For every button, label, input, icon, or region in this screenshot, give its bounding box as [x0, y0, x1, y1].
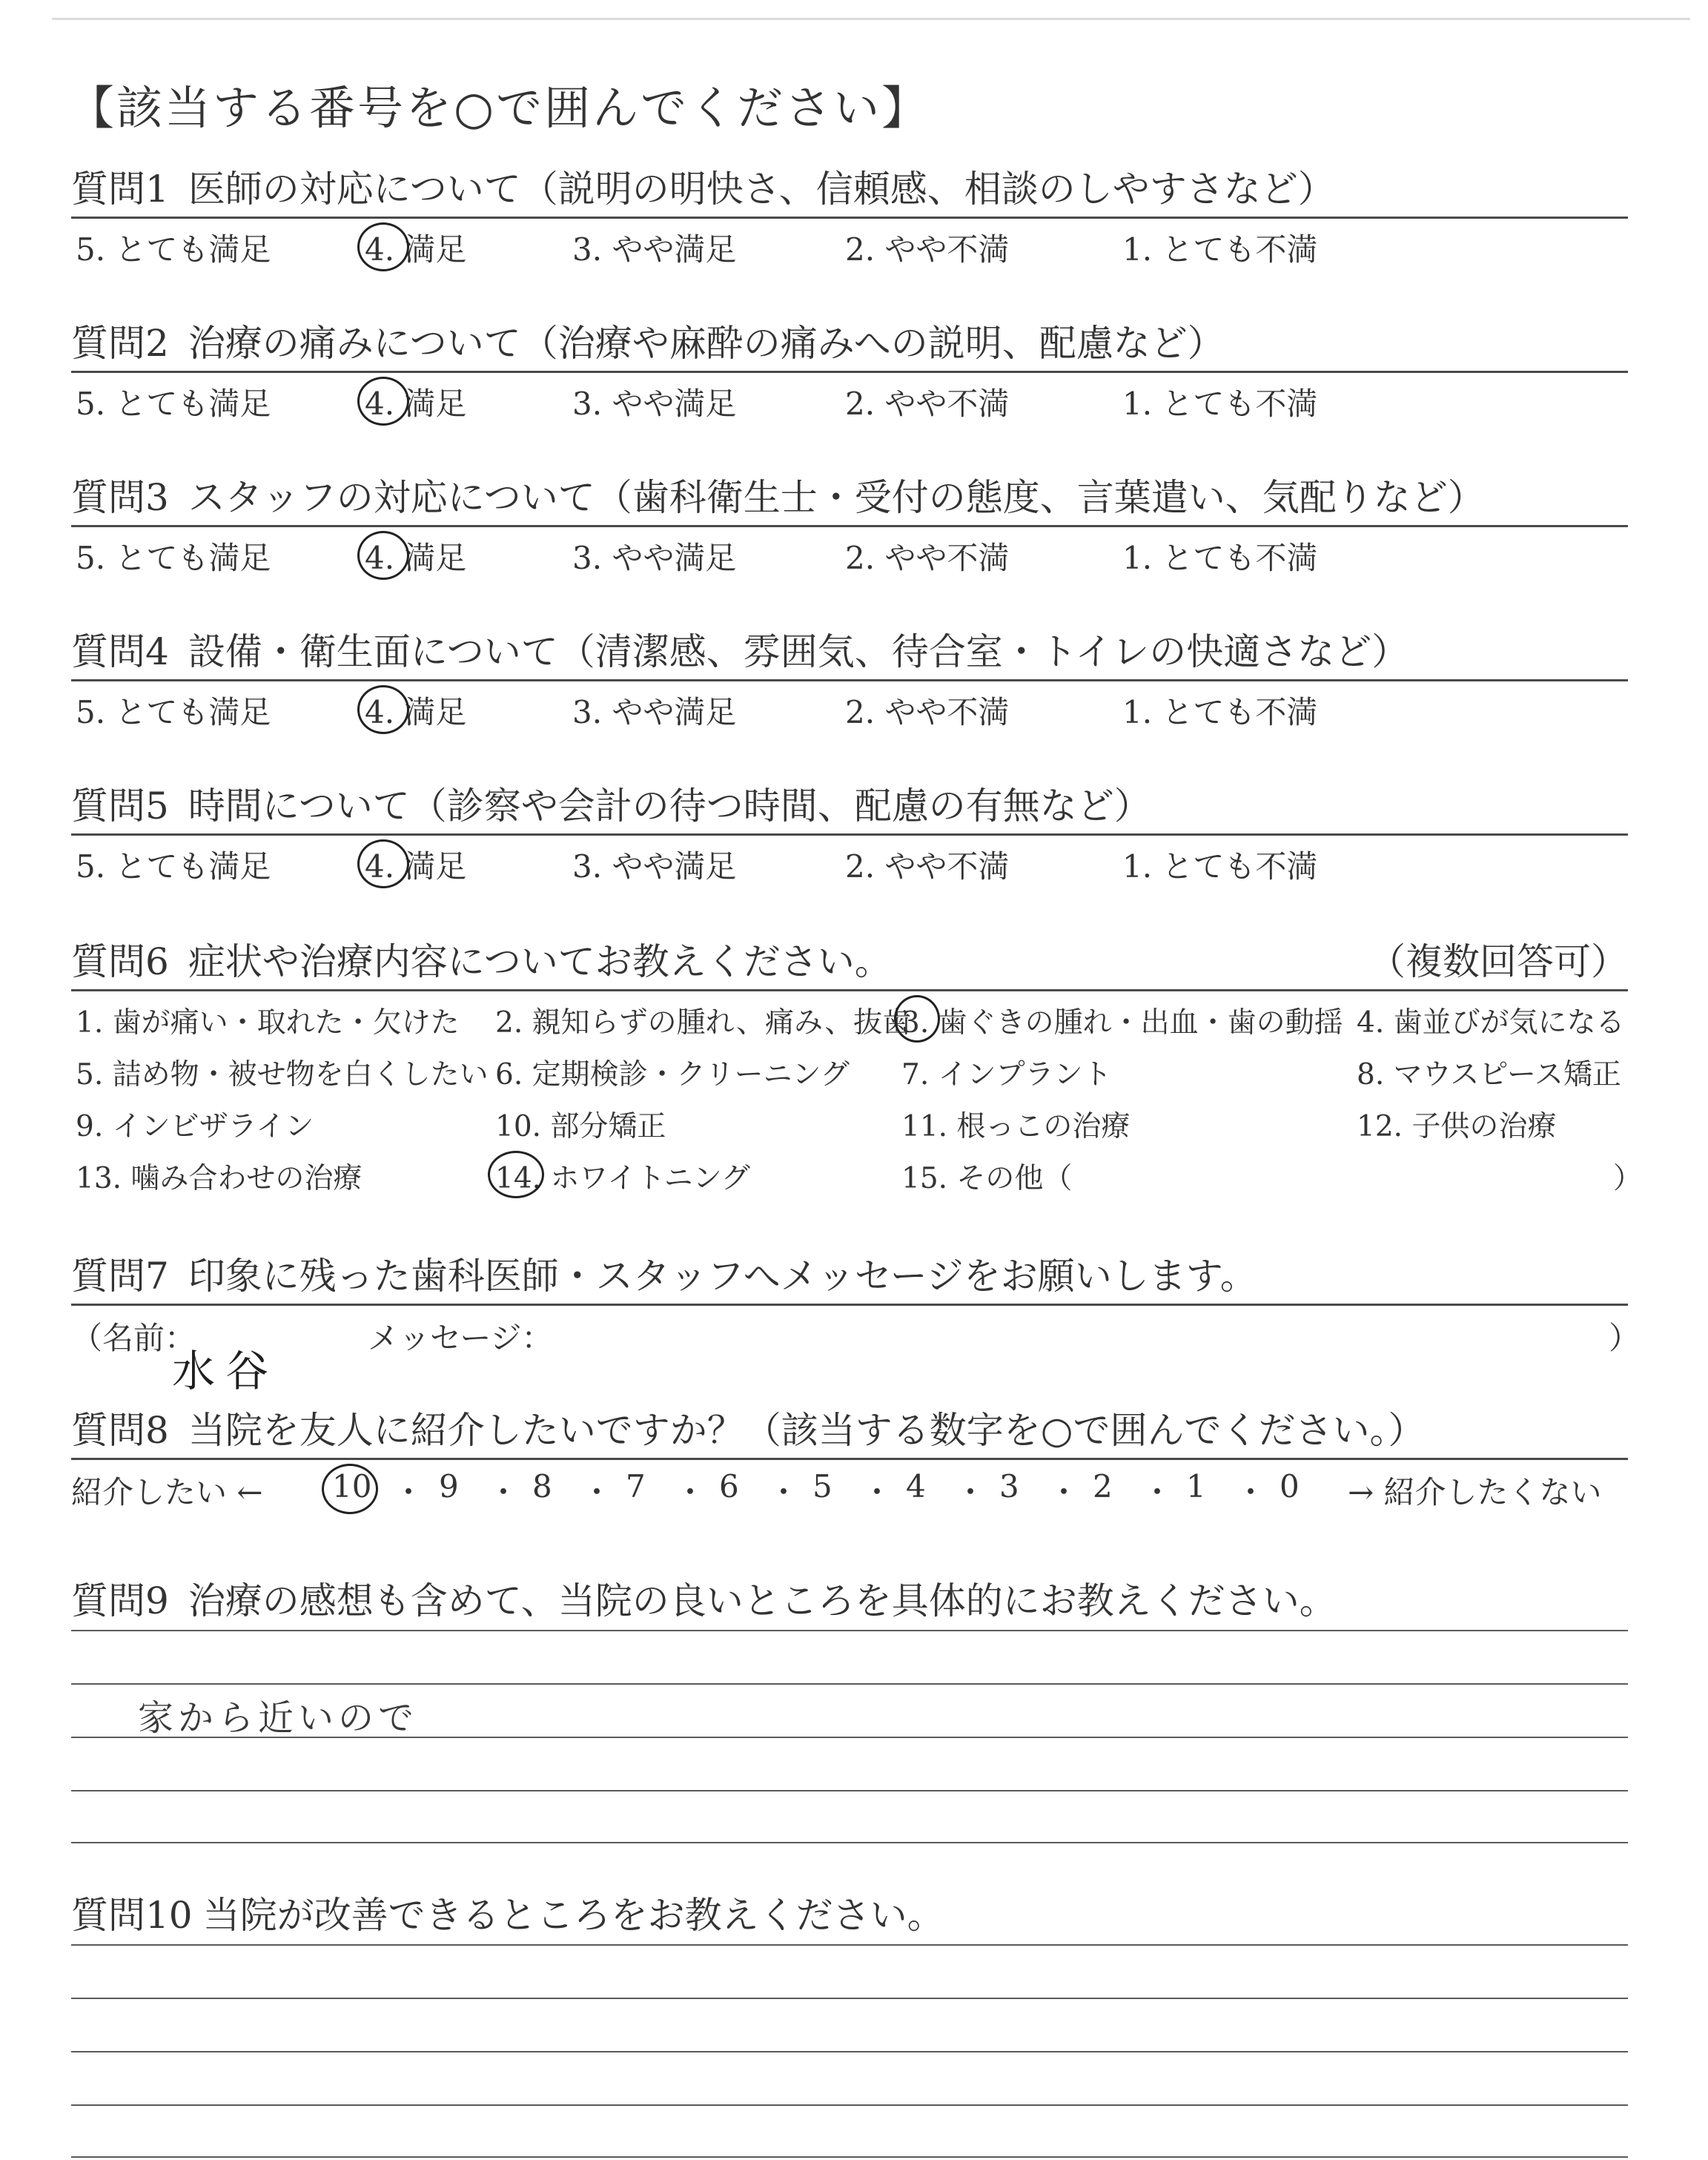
option-4-selected[interactable]: 4. 満足: [365, 225, 466, 270]
symptom-12[interactable]: 12. 子供の治療: [1357, 1110, 1557, 1143]
recommend-scale: [71, 1468, 1628, 1513]
question-label: 質問6: [71, 940, 169, 983]
scale-2[interactable]: 2: [1093, 1468, 1113, 1505]
scale-1[interactable]: 1: [1186, 1468, 1206, 1505]
answer-line: [71, 2156, 1628, 2158]
answer-line: [71, 2104, 1628, 2106]
symptom-13[interactable]: 13. 噛み合わせの治療: [76, 1162, 363, 1195]
scale-10-selected[interactable]: 10: [332, 1468, 372, 1505]
option-3[interactable]: 3. やや満足: [572, 848, 737, 885]
symptom-6[interactable]: 6. 定期検診・クリーニング: [495, 1058, 850, 1091]
symptom-3-selected[interactable]: 3. 歯ぐきの腫れ・出血・歯の動揺: [901, 1000, 1343, 1041]
symptom-2[interactable]: 2. 親知らずの腫れ、痛み、抜歯: [495, 1006, 912, 1040]
question-2: [71, 320, 1628, 422]
option-4-selected[interactable]: 4. 満足: [365, 842, 466, 887]
scale-dot: ・: [768, 1474, 800, 1510]
answer-line: [71, 1998, 1628, 1999]
option-4-selected[interactable]: 4. 満足: [365, 688, 466, 733]
option-3[interactable]: 3. やや満足: [572, 540, 737, 576]
scale-9[interactable]: 9: [439, 1468, 459, 1505]
option-2[interactable]: 2. やや不満: [845, 386, 1010, 422]
scale-3[interactable]: 3: [999, 1468, 1019, 1505]
handwritten-name[interactable]: 水谷: [172, 1346, 279, 1396]
answer-line: [71, 2051, 1628, 2052]
scale-dot: ・: [1142, 1474, 1174, 1510]
name-label: （名前：: [71, 1320, 196, 1356]
question-label: 質問5: [71, 785, 169, 828]
question-10: [71, 1892, 1628, 1938]
option-2[interactable]: 2. やや不満: [845, 694, 1010, 730]
scale-0[interactable]: 0: [1280, 1468, 1300, 1505]
symptom-14-selected[interactable]: 14. ホワイトニング: [495, 1155, 750, 1197]
page-header: 【該当する番号を○で囲んでください】: [68, 81, 930, 135]
scale-dot: ・: [675, 1474, 706, 1510]
question-4: [71, 629, 1628, 730]
question-1: [71, 166, 1628, 268]
scale-6[interactable]: 6: [719, 1468, 739, 1505]
question-text: 時間について（診察や会計の待つ時間、配慮の有無など）: [188, 785, 1151, 828]
question-label: 質問2: [71, 322, 169, 365]
option-4-selected[interactable]: 4. 満足: [365, 380, 466, 424]
scale-dot: ・: [1235, 1474, 1267, 1510]
symptom-1[interactable]: 1. 歯が痛い・取れた・欠けた: [76, 1006, 460, 1040]
option-3[interactable]: 3. やや満足: [572, 231, 737, 268]
option-5[interactable]: 5. とても満足: [76, 848, 271, 885]
scale-7[interactable]: 7: [626, 1468, 646, 1505]
recommend-right-label: → 紹介したくない: [1348, 1474, 1602, 1510]
option-1[interactable]: 1. とても不満: [1122, 540, 1318, 576]
option-1[interactable]: 1. とても不満: [1122, 694, 1318, 730]
scale-4[interactable]: 4: [906, 1468, 926, 1505]
rating-options: [76, 534, 1628, 578]
question-text: 当院が改善できるところをお教えください。: [202, 1894, 944, 1937]
option-1[interactable]: 1. とても不満: [1122, 386, 1318, 422]
scale-dot: ・: [488, 1474, 520, 1510]
option-1[interactable]: 1. とても不満: [1122, 848, 1318, 885]
option-5[interactable]: 5. とても満足: [76, 694, 271, 730]
question-label: 質問10: [71, 1894, 193, 1937]
question-text: 医師の対応について（説明の明快さ、信頼感、相談のしやすさなど）: [188, 168, 1335, 211]
question-text: 設備・衛生面について（清潔感、雰囲気、待合室・トイレの快適さなど）: [188, 630, 1409, 673]
question-text: 症状や治療内容についてお教えください。: [188, 940, 892, 983]
symptom-10[interactable]: 10. 部分矯正: [495, 1110, 666, 1143]
rating-options: [76, 842, 1628, 887]
question-label: 質問7: [71, 1255, 169, 1298]
symptom-4[interactable]: 4. 歯並びが気になる: [1357, 1006, 1625, 1040]
scale-5[interactable]: 5: [812, 1468, 833, 1505]
option-1[interactable]: 1. とても不満: [1122, 231, 1318, 268]
answer-line: [71, 1683, 1628, 1685]
underline: [71, 1458, 1628, 1460]
message-label: メッセージ：: [368, 1320, 553, 1356]
underline: [71, 371, 1628, 373]
scale-dot: ・: [1048, 1474, 1080, 1510]
scale-dot: ・: [393, 1474, 425, 1510]
question-label: 質問3: [71, 476, 169, 519]
question-label: 質問8: [71, 1409, 169, 1452]
underline: [71, 1304, 1628, 1306]
question-text: 治療の痛みについて（治療や麻酔の痛みへの説明、配慮など）: [188, 322, 1225, 365]
question-5: [71, 783, 1628, 885]
underline: [71, 989, 1628, 991]
option-2[interactable]: 2. やや不満: [845, 231, 1010, 268]
rating-options: [76, 225, 1628, 270]
underline: [71, 679, 1628, 681]
scale-dot: ・: [861, 1474, 893, 1510]
symptom-5[interactable]: 5. 詰め物・被せ物を白くしたい: [76, 1058, 489, 1091]
question-8: [71, 1407, 1628, 1510]
rating-options: [76, 688, 1628, 733]
top-rule: [52, 18, 1690, 20]
scale-dot: ・: [581, 1474, 613, 1510]
scale-dot: ・: [955, 1474, 987, 1510]
question-label: 質問9: [71, 1579, 169, 1622]
option-3[interactable]: 3. やや満足: [572, 694, 737, 730]
symptom-9[interactable]: 9. インビザライン: [76, 1110, 314, 1143]
symptom-15-other[interactable]: 15. その他（: [901, 1162, 1073, 1195]
question-text: 印象に残った歯科医師・スタッフへメッセージをお願いします。: [188, 1255, 1257, 1298]
question-label: 質問1: [71, 168, 169, 211]
symptom-8[interactable]: 8. マウスピース矯正: [1357, 1058, 1621, 1091]
answer-line: [71, 1842, 1628, 1843]
answer-line: [71, 1630, 1628, 1631]
other-close-paren: ）: [1613, 1162, 1643, 1195]
question-3: [71, 475, 1628, 576]
question-6: [71, 939, 1643, 1195]
option-2[interactable]: 2. やや不満: [845, 848, 1010, 885]
option-2[interactable]: 2. やや不満: [845, 540, 1010, 576]
question-7: [71, 1253, 1641, 1396]
underline: [71, 525, 1628, 527]
question-text: スタッフの対応について（歯科衛生士・受付の態度、言葉遣い、気配りなど）: [188, 476, 1485, 519]
multiple-answers-note: （複数回答可）: [1368, 940, 1628, 983]
handwritten-answer[interactable]: 家から近いので: [138, 1697, 419, 1739]
symptom-11[interactable]: 11. 根っこの治療: [901, 1110, 1131, 1143]
scale-8[interactable]: 8: [532, 1468, 552, 1505]
question-text: 当院を友人に紹介したいですか？（該当する数字を○で囲んでください。）: [188, 1409, 1426, 1452]
answer-line: [71, 1790, 1628, 1791]
option-4-selected[interactable]: 4. 満足: [365, 534, 466, 578]
option-3[interactable]: 3. やや満足: [572, 386, 737, 422]
message-close-paren: ）: [1609, 1320, 1641, 1356]
answer-line: [71, 1944, 1628, 1946]
recommend-left-label: 紹介したい ←: [71, 1474, 263, 1510]
question-text: 治療の感想も含めて、当院の良いところを具体的にお教えください。: [188, 1579, 1337, 1622]
underline: [71, 833, 1628, 836]
question-label: 質問4: [71, 630, 169, 673]
question-9: [71, 1578, 1628, 1739]
symptom-7[interactable]: 7. インプラント: [901, 1058, 1112, 1091]
underline: [71, 217, 1628, 219]
option-5[interactable]: 5. とても満足: [76, 540, 271, 576]
option-5[interactable]: 5. とても満足: [76, 231, 271, 268]
answer-line: [71, 1737, 1628, 1738]
option-5[interactable]: 5. とても満足: [76, 386, 271, 422]
rating-options: [76, 380, 1628, 424]
